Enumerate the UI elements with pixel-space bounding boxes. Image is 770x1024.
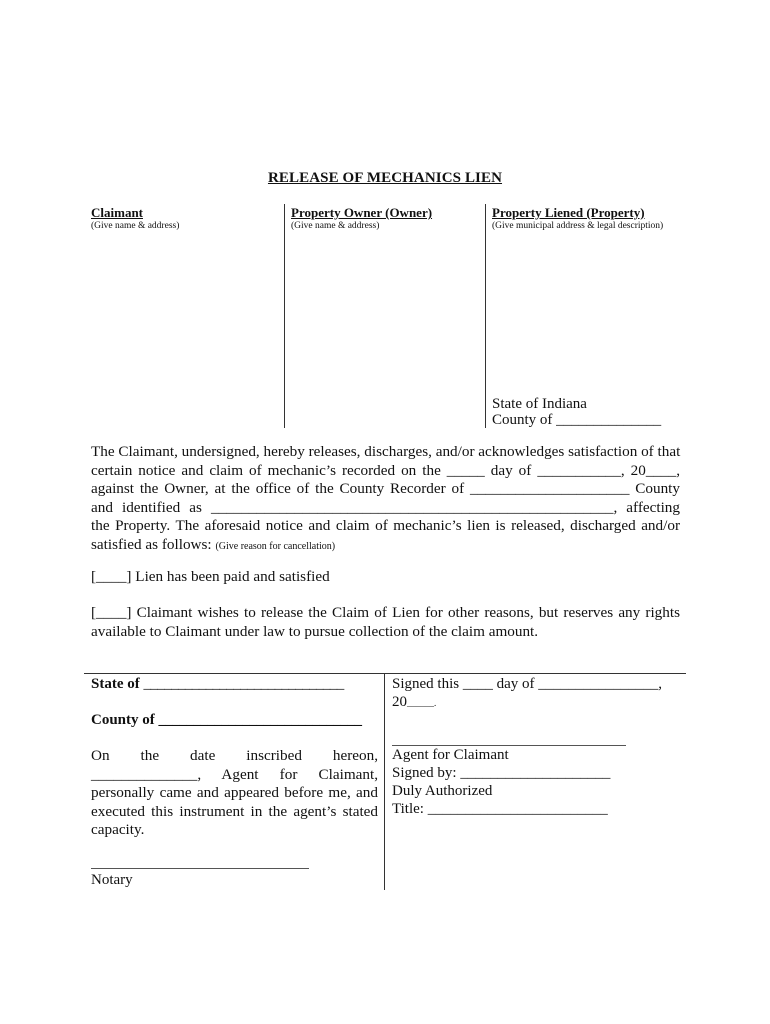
paragraph-line: and identified as _____________________________________________________, affecting [91,498,680,516]
county-blank: _____________________________ [158,712,362,728]
notary-label: Notary [91,872,133,888]
claimant-column [91,205,179,231]
notary-county [91,712,362,729]
state-label: State of [91,676,140,692]
paragraph-line [91,536,680,557]
section-divider [84,673,686,674]
county-label: County of [91,712,155,728]
notary-line: executed this instrument in the agent’s stated [91,802,378,820]
bottom-column-divider [384,674,385,890]
notary-statement [91,747,378,840]
signed-this-line: Signed this ____ day of ________________, [392,676,662,692]
agent-signature-line [392,745,626,746]
owner-column [291,205,432,231]
document-title: RELEASE OF MECHANICS LIEN [267,170,503,186]
option-other-reasons [91,604,680,641]
owner-heading: Property Owner (Owner) [291,205,433,220]
column-divider-1 [284,204,285,428]
year-blank: ______. [407,698,437,708]
signed-by: Signed by: ____________________ [392,765,611,781]
property-note: (Give municipal address & legal description) [492,221,664,231]
paragraph-line: against the Owner, at the office of the County Recorder of _____________________ County [91,480,680,498]
title-line: Title: ________________________ [392,801,608,817]
option-paid: [____] Lien has been paid and satisfied [91,568,330,585]
claimant-note: (Give name & address) [91,221,180,231]
property-heading: Property Liened (Property) [492,205,645,220]
notary-line: ______________, Agent for Claimant, [91,765,378,783]
release-paragraph [91,443,680,557]
claimant-heading: Claimant [91,205,143,220]
owner-note: (Give name & address) [291,221,380,231]
duly-authorized: Duly Authorized [392,783,493,799]
agent-for-claimant: Agent for Claimant [392,747,509,763]
notary-state [91,676,344,693]
county-of-line: County of ______________ [492,412,662,428]
year-prefix: 20 [392,694,407,710]
paragraph-line: the Property. The aforesaid notice and claim of mechanic’s lien is released, discharged and/or [91,517,680,535]
state-blank: _____________________________ [143,676,344,692]
column-divider-2 [485,204,486,428]
paragraph-line: certain notice and claim of mechanic’s recorded on the _____ day of ___________, 20____, [91,461,680,479]
notary-line: capacity. [91,821,145,839]
notary-line: On the date inscribed hereon, [91,747,378,764]
year-line [392,694,436,711]
option-line: [____] Claimant wishes to release the Claim of Lien for other reasons, but reserves any rights [91,604,680,621]
option-line: available to Claimant under law to pursue collection of the claim amount. [91,622,539,640]
state-indiana: State of Indiana [492,396,587,412]
reason-note: (Give reason for cancellation) [215,540,336,552]
notary-signature-line [91,868,309,869]
property-column [492,205,663,231]
notary-line: personally came and appeared before me, and [91,784,378,802]
paragraph-text: satisfied as follows: [91,535,216,553]
paragraph-line: The Claimant, undersigned, hereby releases, discharges, and/or acknowledges satisfaction of that [91,443,681,460]
